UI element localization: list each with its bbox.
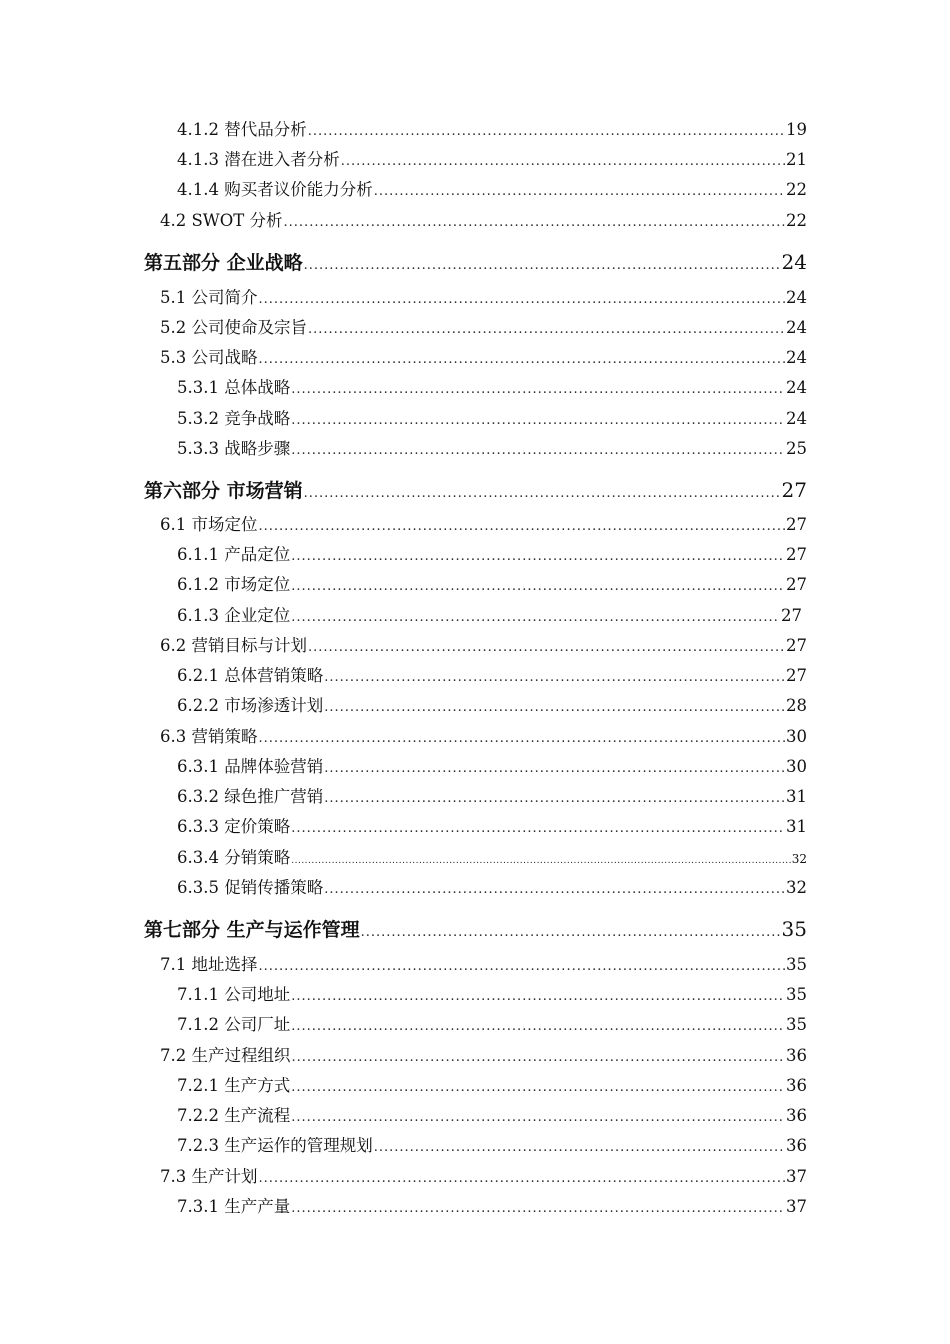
- toc-entry[interactable]: [177, 571, 807, 595]
- toc-entry-page: 32: [791, 852, 807, 866]
- dot-leader: [361, 925, 781, 940]
- toc-entry-page: 24: [786, 318, 807, 337]
- toc-entry-page: 27: [786, 515, 807, 534]
- toc-entry-page: 24: [786, 409, 807, 428]
- toc-entry-page: 36: [786, 1136, 807, 1155]
- toc-entry[interactable]: [177, 783, 807, 807]
- dot-leader: [304, 258, 781, 273]
- toc-entry[interactable]: [177, 541, 807, 565]
- dot-leader: [291, 443, 785, 458]
- toc-entry-page: 27: [786, 636, 807, 655]
- dot-leader: [291, 989, 785, 1004]
- toc-entry[interactable]: [177, 1193, 807, 1217]
- toc-entry[interactable]: [160, 207, 807, 231]
- toc-entry[interactable]: [177, 405, 807, 429]
- dot-leader: [324, 670, 785, 685]
- toc-entry[interactable]: [177, 1132, 807, 1156]
- toc-entry-page: 35: [786, 985, 807, 1004]
- dot-leader: [308, 640, 785, 655]
- toc-entry[interactable]: [177, 435, 807, 459]
- toc-entry-title: 7.1.2 公司厂址: [177, 1015, 291, 1034]
- toc-entry-page: 27: [786, 545, 807, 564]
- toc-entry[interactable]: [177, 146, 807, 170]
- dot-leader: [324, 882, 785, 897]
- toc-entry[interactable]: [177, 374, 807, 398]
- toc-entry-page: 36: [786, 1106, 807, 1125]
- toc-entry[interactable]: [160, 723, 807, 747]
- toc-entry-title: 4.1.4 购买者议价能力分析: [177, 180, 373, 199]
- toc-entry-page: 32: [786, 878, 807, 897]
- toc-entry-title: 7.2.1 生产方式: [177, 1076, 291, 1095]
- toc-entry-title: 7.1 地址选择: [160, 955, 258, 974]
- toc-entry-title: 7.1.1 公司地址: [177, 985, 291, 1004]
- dot-leader: [259, 352, 786, 367]
- toc-entry-page: 28: [786, 696, 807, 715]
- toc-entry-title: 6.3.5 促销传播策略: [177, 878, 324, 897]
- toc-entry[interactable]: [177, 692, 807, 716]
- dot-leader: [291, 1080, 785, 1095]
- toc-entry-page: 22: [786, 180, 807, 199]
- toc-chapter-title: 第六部分 市场营销: [144, 480, 303, 502]
- toc-entry-page: 37: [786, 1167, 807, 1186]
- toc-entry-title: 7.3.1 生产产量: [177, 1197, 291, 1216]
- toc-entry[interactable]: [177, 981, 807, 1005]
- dot-leader: [304, 486, 781, 501]
- dot-leader: [259, 1171, 786, 1186]
- toc-entry-title: 6.2.1 总体营销策略: [177, 666, 324, 685]
- dot-leader: [259, 731, 786, 746]
- toc-entry-page: 31: [786, 787, 807, 806]
- toc-entry-title: 5.3.1 总体战略: [177, 378, 291, 397]
- toc-entry[interactable]: [177, 1072, 807, 1096]
- toc-entry-page: 36: [786, 1046, 807, 1065]
- toc-entry-title: 7.3 生产计划: [160, 1167, 258, 1186]
- toc-chapter[interactable]: [144, 476, 807, 503]
- dot-leader: [374, 1140, 785, 1155]
- toc-chapter-page: 27: [781, 478, 807, 502]
- toc-entry-page: 25: [786, 439, 807, 458]
- toc-entry-title: 5.3.2 竞争战略: [177, 409, 291, 428]
- dot-leader: [259, 519, 786, 534]
- toc-entry-title: 4.2 SWOT 分析: [160, 211, 283, 230]
- toc-entry-title: 6.3.4 分销策略: [177, 848, 291, 867]
- toc-entry[interactable]: [160, 284, 807, 308]
- toc-entry-page: 21: [786, 150, 807, 169]
- toc-entry-page: 37: [786, 1197, 807, 1216]
- toc-entry[interactable]: [177, 602, 802, 626]
- toc-entry-title: 6.3.3 定价策略: [177, 817, 291, 836]
- toc-entry[interactable]: [177, 844, 807, 868]
- toc-entry[interactable]: [177, 116, 807, 140]
- dot-leader: [284, 215, 785, 230]
- toc-entry-page: 30: [786, 727, 807, 746]
- toc-entry[interactable]: [177, 874, 807, 898]
- toc-entry-page: 35: [786, 1015, 807, 1034]
- dot-leader: [292, 1050, 786, 1065]
- toc-entry-page: 24: [786, 288, 807, 307]
- toc-entry-page: 24: [786, 378, 807, 397]
- toc-entry-title: 6.1 市场定位: [160, 515, 258, 534]
- toc-entry[interactable]: [160, 344, 807, 368]
- dot-leader: [308, 322, 785, 337]
- toc-entry-title: 6.3 营销策略: [160, 727, 258, 746]
- toc-entry-page: 27: [786, 666, 807, 685]
- dot-leader: [291, 413, 785, 428]
- toc-entry[interactable]: [160, 951, 807, 975]
- toc-entry[interactable]: [160, 314, 807, 338]
- dot-leader: [259, 292, 786, 307]
- toc-entry-title: 5.2 公司使命及宗旨: [160, 318, 307, 337]
- toc-entry-page: 30: [786, 757, 807, 776]
- toc-entry-title: 5.3 公司战略: [160, 348, 258, 367]
- toc-entry-title: 6.2 营销目标与计划: [160, 636, 307, 655]
- dot-leader: [291, 821, 785, 836]
- toc-entry-title: 6.1.1 产品定位: [177, 545, 291, 564]
- toc-chapter-page: 24: [781, 250, 807, 274]
- dot-leader: [291, 1201, 785, 1216]
- dot-leader: [308, 124, 785, 139]
- toc-entry-title: 4.1.2 替代品分析: [177, 120, 307, 139]
- dot-leader: [341, 154, 785, 169]
- toc-entry-page: 31: [786, 817, 807, 836]
- toc-entry[interactable]: [177, 813, 807, 837]
- toc-entry-title: 7.2.3 生产运作的管理规划: [177, 1136, 373, 1155]
- toc-chapter-title: 第七部分 生产与运作管理: [144, 919, 360, 941]
- toc-entry-page: 24: [786, 348, 807, 367]
- toc-entry-page: 27: [781, 606, 802, 625]
- dot-leader: [291, 1110, 785, 1125]
- toc-entry[interactable]: [160, 632, 807, 656]
- dot-leader: [324, 791, 785, 806]
- dot-leader: [291, 856, 790, 866]
- toc-entry-title: 5.3.3 战略步骤: [177, 439, 291, 458]
- toc-entry[interactable]: [160, 511, 807, 535]
- toc-entry[interactable]: [160, 1042, 807, 1066]
- dot-leader: [291, 610, 780, 625]
- dot-leader: [291, 549, 785, 564]
- toc-entry-title: 6.1.2 市场定位: [177, 575, 291, 594]
- toc-entry[interactable]: [177, 662, 807, 686]
- toc-entry[interactable]: [177, 1011, 807, 1035]
- toc-entry[interactable]: [177, 753, 807, 777]
- toc-entry-title: 7.2.2 生产流程: [177, 1106, 291, 1125]
- toc-entry-title: 5.1 公司简介: [160, 288, 258, 307]
- toc-entry[interactable]: [177, 1102, 807, 1126]
- toc-entry-title: 6.2.2 市场渗透计划: [177, 696, 324, 715]
- toc-chapter[interactable]: [144, 915, 807, 942]
- toc-entry-page: 27: [786, 575, 807, 594]
- toc-chapter-title: 第五部分 企业战略: [144, 252, 303, 274]
- toc-entry-title: 6.1.3 企业定位: [177, 606, 291, 625]
- dot-leader: [374, 184, 785, 199]
- toc-chapter[interactable]: [144, 248, 807, 275]
- dot-leader: [291, 579, 785, 594]
- toc-entry-title: 4.1.3 潜在进入者分析: [177, 150, 340, 169]
- toc-entry-title: 7.2 生产过程组织: [160, 1046, 291, 1065]
- toc-entry-title: 6.3.1 品牌体验营销: [177, 757, 324, 776]
- dot-leader: [324, 700, 785, 715]
- toc-entry-title: 6.3.2 绿色推广营销: [177, 787, 324, 806]
- dot-leader: [259, 959, 786, 974]
- dot-leader: [291, 382, 785, 397]
- toc-entry-page: 36: [786, 1076, 807, 1095]
- toc-entry[interactable]: [177, 176, 807, 200]
- dot-leader: [291, 1019, 785, 1034]
- toc-entry[interactable]: [160, 1163, 807, 1187]
- dot-leader: [324, 761, 785, 776]
- toc-entry-page: 19: [786, 120, 807, 139]
- toc-entry-page: 22: [786, 211, 807, 230]
- toc-chapter-page: 35: [781, 917, 807, 941]
- toc-entry-page: 35: [786, 955, 807, 974]
